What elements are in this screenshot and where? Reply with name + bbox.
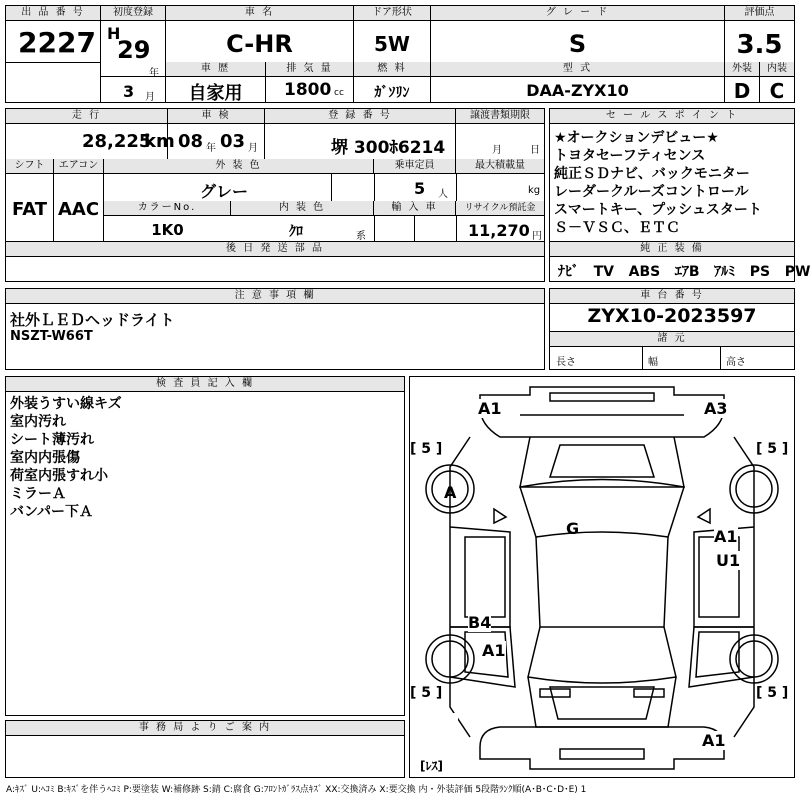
inspector-line: ミラーＡ [10, 486, 66, 502]
displacement-cell [266, 62, 354, 102]
inspection-cell [168, 109, 265, 159]
int-color-label: 内 装 色 [231, 201, 374, 216]
door-type: 5W [374, 32, 410, 56]
int-color: ｸﾛ [289, 224, 303, 240]
damage-mark-a-left-wheel: A [444, 483, 457, 502]
equip-items [558, 261, 810, 281]
insp-month: 03 [220, 131, 246, 152]
shift-label: シフト [6, 159, 53, 174]
month-unit: 月 [145, 92, 155, 103]
tire-depth-rear-left: [ 5 ] [410, 685, 443, 701]
notes-line: NSZT-W66T [10, 329, 93, 344]
transfer-cell [456, 109, 544, 159]
inspector-line: 外装うすい線キズ [10, 396, 122, 412]
fuel-cell [354, 62, 431, 102]
damage-mark-b4-left: B4 [468, 613, 492, 632]
color-no-label: カラーNo. [104, 201, 231, 216]
era: H [107, 24, 121, 43]
chassis-label: 車 台 番 号 [550, 289, 794, 304]
office-section [5, 720, 405, 778]
insp-year: 08 [178, 131, 204, 152]
sales-line: スマートキー、プッシュスタート [554, 202, 762, 218]
sales-lines [554, 129, 762, 237]
top-section [5, 5, 795, 103]
damage-mark-a1-rear: A1 [702, 731, 726, 750]
damage-mark-a1-left: A1 [482, 641, 506, 660]
capacity: 5 [414, 179, 426, 198]
transfer-month: 月 [492, 145, 502, 156]
equip-item: PS [749, 264, 771, 280]
exterior-grade: D [733, 79, 751, 103]
model-label: 型 式 [431, 62, 724, 77]
fuel-label: 燃 料 [354, 62, 430, 77]
notes-line: 社外ＬＥＤヘッドライト [10, 311, 175, 329]
ac-cell [54, 159, 104, 241]
shift: FAT [11, 199, 48, 220]
load-label: 最大積載量 [456, 159, 544, 174]
mileage-label: 走 行 [6, 109, 167, 124]
car-name-label: 車 名 [166, 6, 353, 21]
later-parts-label: 後 日 発 送 部 品 [6, 242, 544, 257]
shift-cell [6, 159, 54, 241]
transfer-label: 譲渡書類期限 [456, 109, 544, 124]
model-cell [431, 62, 725, 102]
damage-mark-a3-front-right: A3 [704, 399, 728, 418]
inspector-line: 荷室内張すれ小 [10, 468, 108, 484]
reg-label: 登 録 番 号 [265, 109, 455, 124]
displacement-unit: cc [334, 88, 344, 98]
mid-section [5, 108, 545, 282]
sales-line: トヨタセーフティセンス [554, 148, 706, 164]
exterior-grade-cell [725, 62, 760, 102]
reg-month: 3 [123, 82, 135, 101]
inspector-line: シート薄汚れ [10, 432, 94, 448]
fuel: ｶﾞｿﾘﾝ [374, 85, 410, 101]
year-unit: 年 [149, 68, 159, 79]
first-reg-cell [101, 6, 166, 102]
recycle: 11,270 [468, 221, 530, 240]
chassis-number: ZYX10-2023597 [587, 305, 757, 327]
length-label: 長さ [556, 357, 576, 368]
displacement: 1800 [284, 80, 332, 100]
car-diagram [409, 376, 795, 778]
tire-depth-front-right: [ 5 ] [756, 441, 789, 457]
dims-label: 諸 元 [550, 332, 794, 347]
sales-line: レーダークルーズコントロール [554, 184, 749, 200]
office-label: 事 務 局 よ り ご 案 内 [6, 721, 404, 736]
sales-label: セ ー ル ス ポ イ ン ト [550, 109, 794, 124]
color-label: 外 装 色 [104, 159, 374, 174]
notes-section [5, 288, 545, 370]
mileage-unit: km [144, 131, 175, 152]
model: DAA-ZYX10 [526, 81, 629, 100]
import-label: 輸 入 車 [374, 201, 456, 216]
inspector-section [5, 376, 405, 716]
lot-label: 出 品 番 号 [6, 6, 100, 21]
displacement-label: 排 気 量 [266, 62, 353, 77]
grade: S [568, 30, 587, 58]
first-reg-label: 初度登録 [101, 6, 165, 21]
inspector-line: 室内内張傷 [10, 450, 80, 466]
mileage-cell [6, 109, 175, 159]
interior-grade: C [769, 79, 785, 103]
reg-number-cell [265, 109, 456, 159]
int-color-unit: 系 [356, 231, 366, 242]
capacity-label: 乗車定員 [374, 159, 456, 174]
capacity-unit: 人 [438, 189, 448, 200]
history-label: 車 歴 [166, 62, 265, 77]
color-no: 1K0 [151, 221, 184, 239]
equip-item: ABS [628, 264, 661, 280]
insp-year-unit: 年 [206, 143, 216, 154]
recycle-label: リサイクル預託金 [456, 201, 544, 216]
car-name: C-HR [226, 30, 293, 58]
score: 3.5 [736, 30, 783, 60]
color: グレー [199, 182, 248, 201]
sales-line: Ｓ－ＶＳＣ、ＥＴＣ [554, 220, 680, 236]
width-label: 幅 [648, 357, 658, 368]
grade-label: グ レ ー ド [431, 6, 724, 21]
lot-cell [6, 6, 101, 102]
equip-item: ｴｱB [674, 264, 700, 280]
inspector-line: 室内汚れ [10, 414, 66, 430]
inspection-label: 車 検 [168, 109, 264, 124]
sales-line: 純正ＳＤナビ、バックモニター [554, 166, 750, 182]
tire-depth-front-left: [ 5 ] [410, 441, 443, 457]
sales-points [549, 108, 810, 282]
load-unit: kg [528, 185, 541, 196]
transfer-day: 日 [530, 145, 540, 156]
history-cell [166, 62, 266, 102]
damage-mark-a1-right: A1 [714, 527, 738, 546]
ac: AAC [57, 199, 100, 220]
interior-grade-cell [760, 62, 794, 102]
legend: A:ｷｽﾞ U:ﾍｺﾐ B:ｷｽﾞを伴うﾍｺﾐ P:要塗装 W:補修跡 S:錆 C:腐食 G:ﾌﾛﾝﾄｶﾞﾗｽ点ｷｽﾞ XX:交換済み X:要交換 内・外装評価 5段階ﾗﾝｸ順(A･B･C･D･E) 1 [6, 785, 587, 795]
mileage: 28,225 [82, 131, 152, 152]
inspector-lines [10, 395, 122, 521]
score-label: 評価点 [725, 6, 794, 21]
reg-number: 堺 300ﾎ6214 [331, 138, 446, 158]
damage-mark-g-roof: G [566, 519, 580, 538]
notes-label: 注 意 事 項 欄 [6, 289, 544, 304]
equip-label: 純 正 装 備 [550, 242, 794, 257]
chassis-section [549, 288, 795, 370]
history: 自家用 [188, 83, 243, 104]
height-label: 高さ [726, 357, 746, 368]
equip-item: ﾅﾋﾞ [558, 264, 579, 280]
exterior-label: 外装 [725, 62, 759, 77]
car-outline [410, 377, 794, 777]
damage-mark-a1-front-left: A1 [478, 399, 502, 418]
spare-tire-status: [ﾚｽ] [420, 759, 443, 773]
equip-item: ｱﾙﾐ [714, 264, 736, 280]
equip-item: TV [593, 264, 615, 280]
inspector-label: 検 査 員 記 入 欄 [6, 377, 404, 392]
recycle-unit: 円 [532, 231, 542, 242]
reg-year: 29 [117, 36, 151, 64]
sales-line: ★オークションデビュー★ [554, 130, 719, 146]
insp-month-unit: 月 [248, 143, 258, 154]
tire-depth-rear-right: [ 5 ] [756, 685, 789, 701]
door-label: ドア形状 [354, 6, 430, 21]
damage-mark-u1-right: U1 [716, 551, 741, 570]
equip-item: PW [784, 264, 810, 280]
interior-label: 内装 [760, 62, 794, 77]
ac-label: エアコン [54, 159, 103, 174]
inspector-line: バンパー下Ａ [10, 504, 94, 520]
lot-number: 2227 [18, 26, 96, 59]
